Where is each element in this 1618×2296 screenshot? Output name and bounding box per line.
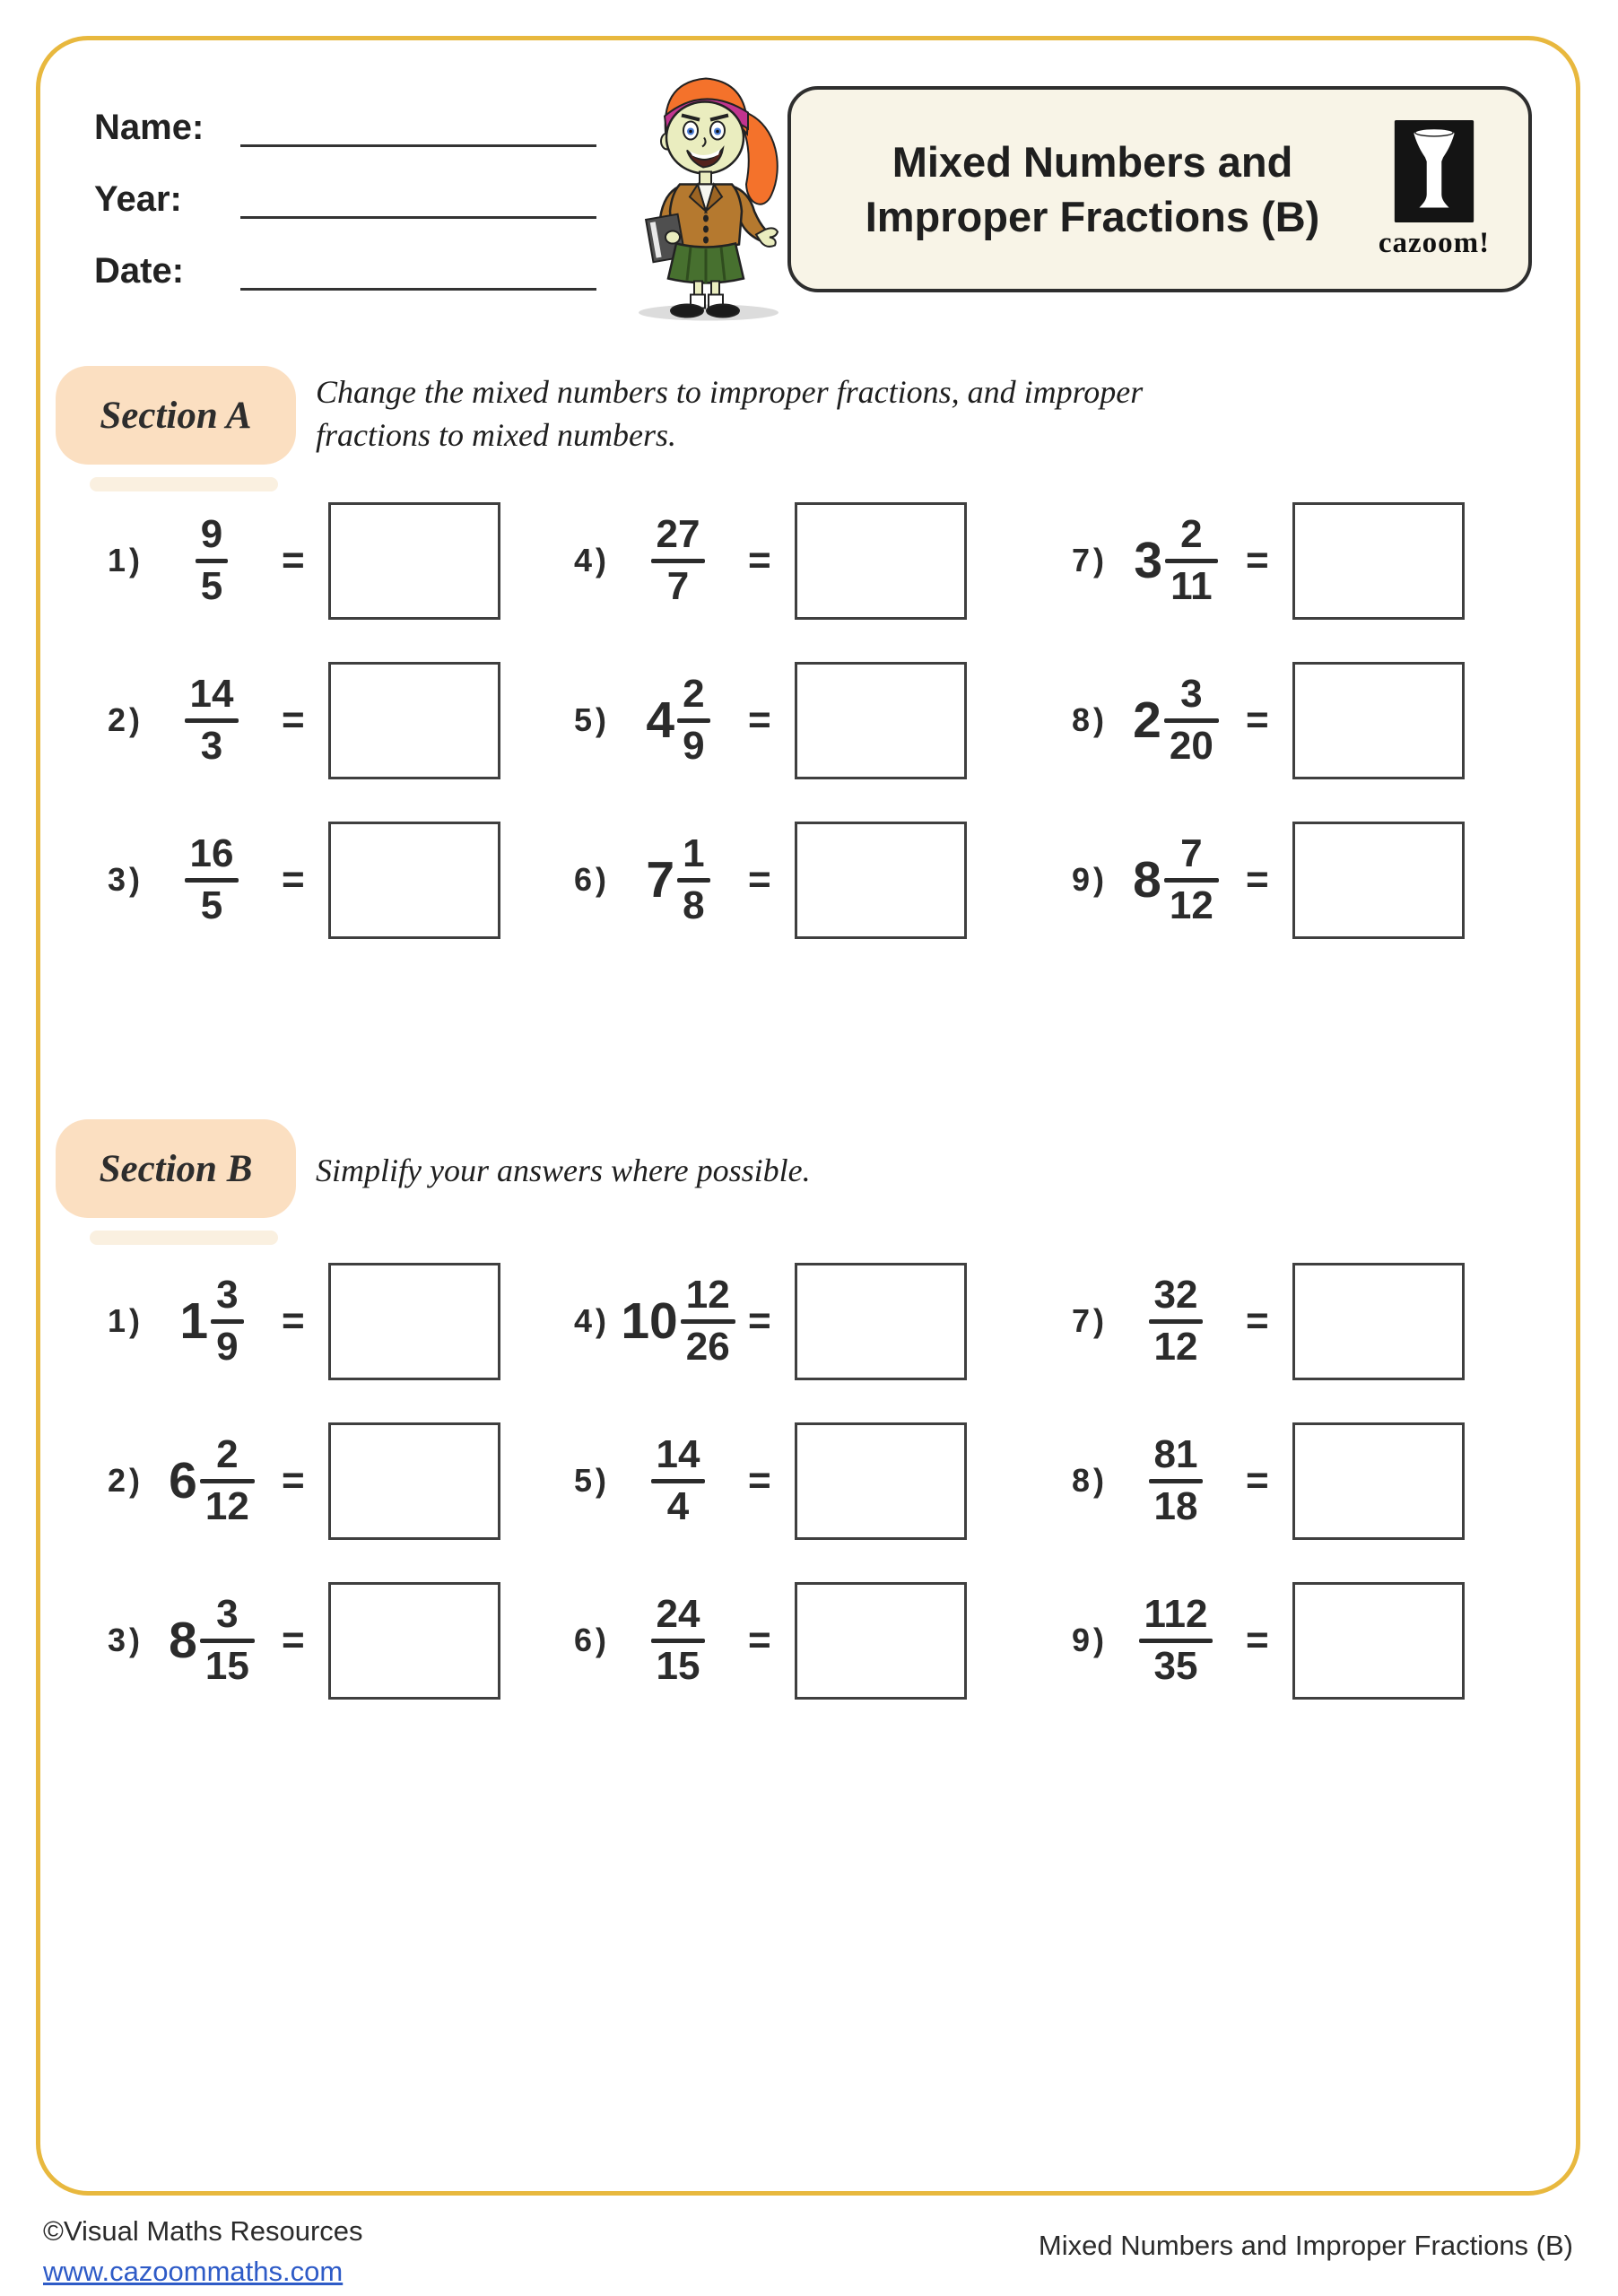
whole-number: 8 [169,1611,197,1669]
fraction-bar [200,1639,255,1643]
footer-worksheet-title: Mixed Numbers and Improper Fractions (B) [1038,2230,1573,2261]
equals-sign: = [1246,1618,1269,1662]
problem-expression [1124,511,1228,608]
fraction-denominator: 18 [1153,1483,1198,1528]
answer-box [795,1582,967,1700]
problem-row [1065,800,1450,960]
date-label: Date: [94,251,185,291]
problem-row [1065,640,1450,800]
fraction-denominator: 15 [656,1643,700,1688]
fraction [1165,511,1218,608]
fraction-bar [651,559,706,563]
fraction-numerator: 14 [189,671,234,716]
equals-sign: = [748,1458,771,1502]
problem-expression [160,1591,264,1688]
fraction-bar [200,1479,255,1483]
fraction-numerator: 16 [189,831,234,875]
fraction-denominator: 11 [1170,563,1213,608]
fraction-numerator: 81 [1153,1431,1198,1476]
problem-expression [626,831,730,927]
fraction-numerator: 7 [1180,831,1203,875]
fraction-numerator: 112 [1144,1591,1208,1636]
equals-sign: = [282,1458,305,1502]
whole-number: 7 [646,850,675,909]
fraction [185,671,239,768]
footer-left [43,2212,363,2292]
problem-expression [160,831,264,927]
fraction-bar [211,1319,243,1324]
fraction-denominator: 9 [683,723,705,768]
fraction [651,1591,706,1688]
problem-number: 9) [1072,861,1109,898]
answer-box [328,1263,500,1380]
equals-sign: = [748,698,771,742]
problem-row [1065,1561,1450,1720]
problem-number: 8) [1072,1462,1109,1499]
cazoom-wordmark: cazoom! [1378,227,1491,259]
section-a-instructions: Change the mixed numbers to improper fractions, and improper fractions to mixed numbers. [316,374,1144,453]
fraction-bar [196,559,228,563]
fraction-numerator: 2 [216,1431,239,1476]
answer-box [795,1263,967,1380]
problem-number: 1) [108,542,144,578]
page-border-frame [36,36,1580,2196]
fraction-denominator: 26 [685,1324,730,1369]
whole-number: 10 [621,1292,678,1350]
answer-box [1292,1582,1465,1700]
problem-row [100,481,567,640]
equals-sign: = [282,1299,305,1343]
fraction-denominator: 5 [200,563,223,608]
equals-sign: = [282,698,305,742]
problem-number: 2) [108,1462,144,1499]
problem-number: 6) [574,1622,611,1658]
problem-row [1065,1401,1450,1561]
problem-row [567,481,1065,640]
fraction-bar [677,718,709,723]
fraction-numerator: 27 [656,511,700,556]
fraction-bar [677,878,709,883]
fraction-bar [1149,1479,1204,1483]
fraction [200,1591,255,1688]
problem-number: 3) [108,861,144,898]
problem-row [567,1401,1065,1561]
answer-box [1292,502,1465,620]
section-b-problems [100,1241,1450,1720]
problem-number: 9) [1072,1622,1109,1658]
section-b-instructions: Simplify your answers where possible. [316,1152,811,1188]
cazoom-logo [1363,118,1505,260]
problem-number: 3) [108,1622,144,1658]
equals-sign: = [282,857,305,901]
answer-box [795,662,967,779]
fraction [681,1272,735,1369]
fraction-denominator: 3 [200,723,223,768]
problem-number: 5) [574,1462,611,1499]
fraction-numerator: 3 [216,1591,239,1636]
problem-row [567,800,1065,960]
problem-row [100,800,567,960]
problem-expression [160,511,264,608]
fraction [677,671,709,768]
fraction-bar [1139,1639,1214,1643]
problem-row [567,640,1065,800]
answer-box [328,1422,500,1540]
fraction-bar [1165,559,1218,563]
answer-box [795,822,967,939]
problem-row [567,1241,1065,1401]
fraction [1164,671,1219,768]
equals-sign: = [1246,857,1269,901]
problem-number: 8) [1072,701,1109,738]
fraction-bar [651,1639,706,1643]
problem-number: 7) [1072,542,1109,578]
fraction-bar [1164,878,1219,883]
footer-copyright: ©Visual Maths Resources [43,2215,363,2247]
fraction-numerator: 3 [1180,671,1203,716]
whole-number: 8 [1133,850,1161,909]
fraction [185,831,239,927]
answer-box [1292,662,1465,779]
fraction-denominator: 12 [204,1483,249,1528]
year-fill-line [240,175,596,219]
problem-number: 5) [574,701,611,738]
problem-number: 4) [574,542,611,578]
whole-number: 2 [1133,691,1161,749]
fraction-denominator: 35 [1153,1643,1198,1688]
whole-number: 4 [646,691,675,749]
problem-expression [1124,1272,1228,1369]
answer-box [328,1582,500,1700]
problem-row [1065,481,1450,640]
title-line-2: Improper Fractions (B) [865,193,1320,240]
problem-expression [1124,1591,1228,1688]
date-field-row [94,240,596,291]
equals-sign: = [1246,1299,1269,1343]
fraction-numerator: 24 [656,1591,700,1636]
fraction-numerator: 3 [216,1272,239,1317]
equals-sign: = [748,857,771,901]
problem-row [100,1401,567,1561]
fraction [211,1272,243,1369]
problem-expression [626,1431,730,1528]
problem-expression [160,1431,264,1528]
fraction-denominator: 8 [683,883,705,927]
problem-expression [1124,1431,1228,1528]
year-label: Year: [94,179,182,219]
fraction-denominator: 15 [204,1643,249,1688]
answer-box [795,502,967,620]
fraction-numerator: 14 [656,1431,700,1476]
fraction-bar [185,878,239,883]
fraction-denominator: 7 [666,563,690,608]
fraction-denominator: 4 [666,1483,690,1528]
problem-expression [626,671,730,768]
whole-number: 6 [169,1451,197,1509]
whole-number: 1 [179,1292,209,1350]
section-a-badge: Section A [56,366,296,465]
problem-expression [621,1272,730,1369]
fraction-denominator: 9 [216,1324,239,1369]
fraction-numerator: 2 [1180,511,1203,556]
fraction-bar [1149,1319,1204,1324]
problem-expression [626,511,730,608]
fraction [651,511,706,608]
fraction [196,511,228,608]
date-fill-line [240,247,596,291]
title-line-1: Mixed Numbers and [892,137,1293,186]
fraction-numerator: 12 [685,1272,730,1317]
equals-sign: = [282,1618,305,1662]
answer-box [328,822,500,939]
fraction [1139,1591,1214,1688]
name-fill-line [240,103,596,147]
problem-number: 6) [574,861,611,898]
name-label: Name: [94,108,204,147]
equals-sign: = [1246,1458,1269,1502]
problem-expression [160,1272,264,1369]
fraction [1149,1431,1204,1528]
problem-number: 2) [108,701,144,738]
worksheet-title-box [787,86,1532,292]
fraction-numerator: 32 [1153,1272,1198,1317]
answer-box [328,662,500,779]
equals-sign: = [1246,698,1269,742]
fraction-bar [1164,718,1219,723]
fraction [200,1431,255,1528]
problem-number: 4) [574,1302,611,1339]
problem-expression [626,1591,730,1688]
student-character-illustration [612,57,805,325]
answer-box [1292,822,1465,939]
equals-sign: = [748,1299,771,1343]
answer-box [328,502,500,620]
fraction [677,831,709,927]
equals-sign: = [1246,538,1269,582]
equals-sign: = [282,538,305,582]
year-field-row [94,169,596,219]
fraction-denominator: 20 [1169,723,1214,768]
fraction-denominator: 12 [1153,1324,1198,1369]
fraction [1164,831,1219,927]
problem-row [100,640,567,800]
problem-row [100,1561,567,1720]
section-b-badge: Section B [56,1119,296,1218]
fraction-numerator: 2 [683,671,705,716]
problem-row [100,1241,567,1401]
equals-sign: = [748,1618,771,1662]
fraction-numerator: 9 [200,511,223,556]
answer-box [795,1422,967,1540]
problem-number: 1) [108,1302,144,1339]
problem-expression [1124,671,1228,768]
fraction-denominator: 12 [1169,883,1214,927]
fraction-numerator: 1 [683,831,705,875]
worksheet-title [791,135,1363,244]
problem-number: 7) [1072,1302,1109,1339]
equals-sign: = [748,538,771,582]
answer-box [1292,1422,1465,1540]
fraction [1149,1272,1204,1369]
fraction-bar [185,718,239,723]
problem-row [567,1561,1065,1720]
fraction [651,1431,706,1528]
drum-icon [1393,118,1475,224]
problem-expression [1124,831,1228,927]
fraction-bar [681,1319,735,1324]
whole-number: 3 [1134,531,1163,589]
name-field-row [94,97,596,147]
problem-row [1065,1241,1450,1401]
section-a-problems [100,481,1450,960]
answer-box [1292,1263,1465,1380]
fraction-bar [651,1479,706,1483]
footer-website-link[interactable]: www.cazoommaths.com [43,2255,344,2287]
fraction-denominator: 5 [200,883,223,927]
problem-expression [160,671,264,768]
